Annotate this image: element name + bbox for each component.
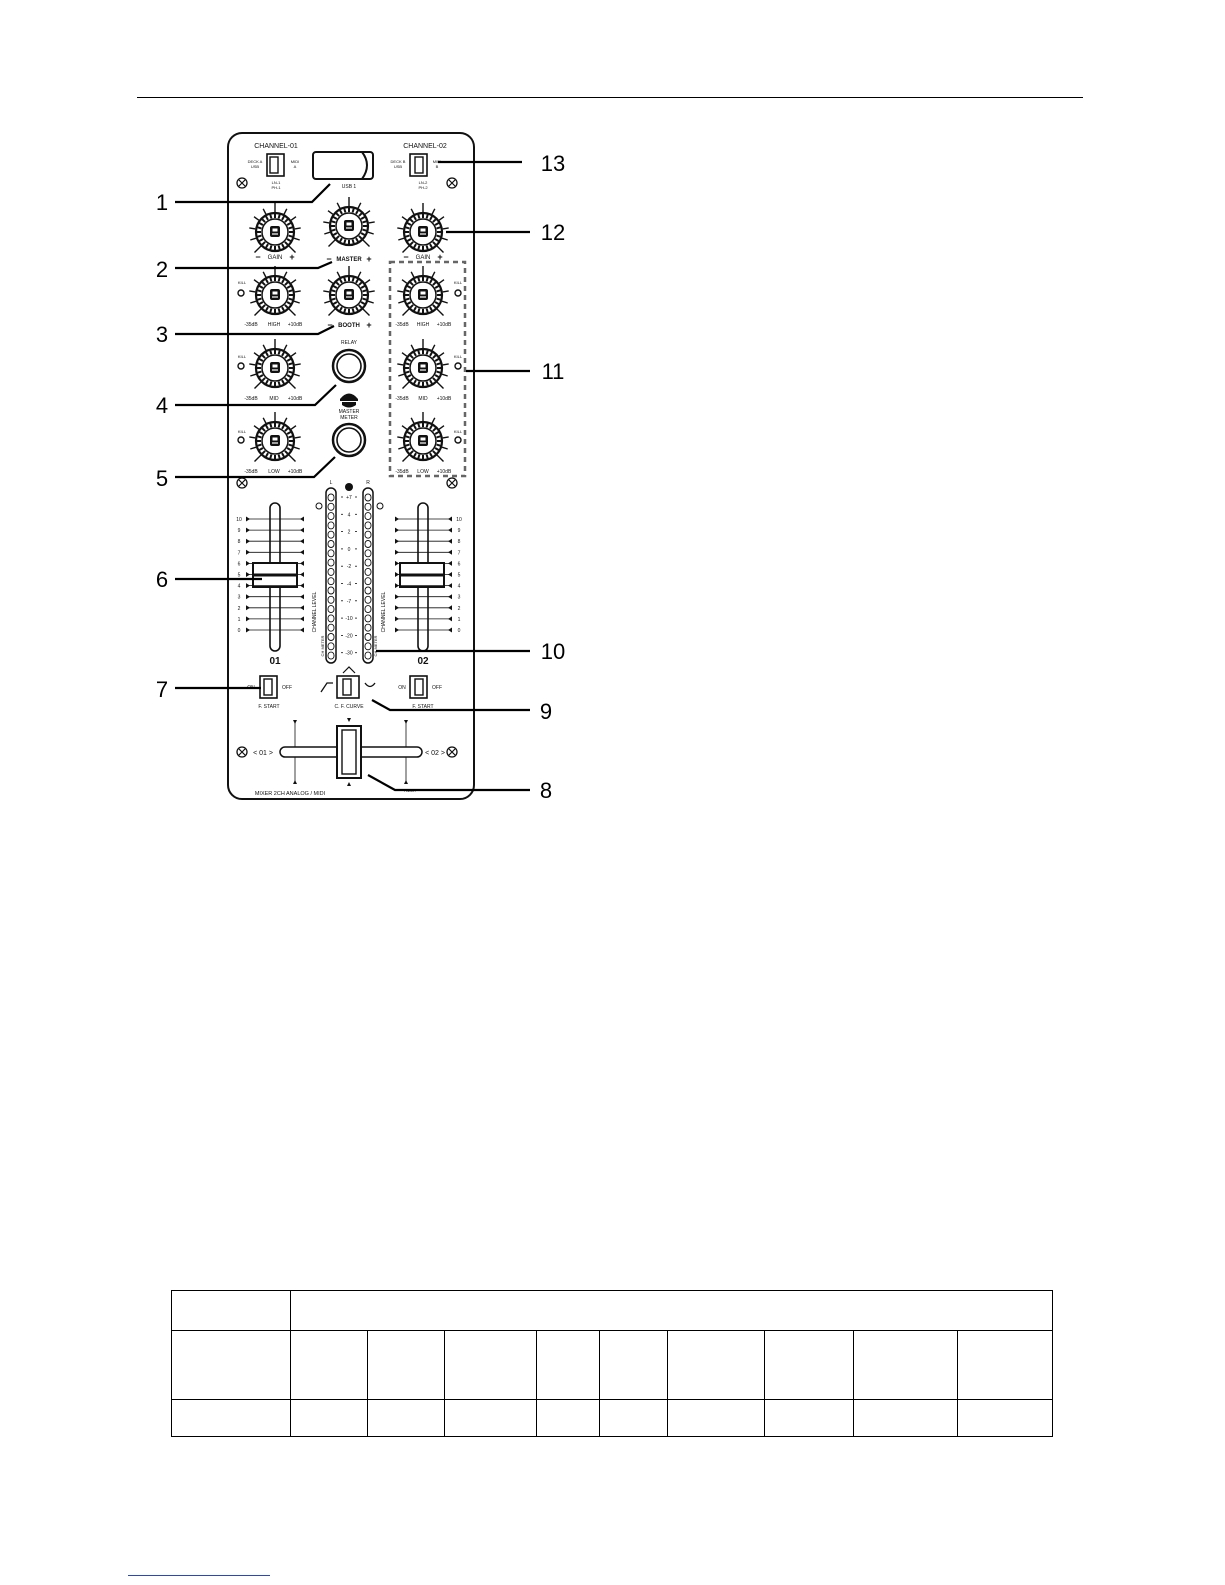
footer-link-underline	[128, 1575, 270, 1576]
high-label-ch2: HIGH	[416, 322, 430, 328]
meter-led	[328, 578, 334, 585]
deck-b-usb-label: USB	[393, 164, 403, 169]
meter-led	[328, 494, 334, 501]
table-cell	[172, 1291, 291, 1331]
f-start-label-ch1: F. START	[258, 704, 280, 710]
meter-led	[328, 559, 334, 566]
midi-a-sub-label: A	[293, 164, 297, 169]
meter-led	[365, 531, 371, 538]
ph2-label: PH-2	[418, 185, 428, 190]
table-cell	[957, 1400, 1052, 1437]
fader-scale-label: 8	[237, 539, 241, 546]
ch-meter-label-l: CH METER	[320, 635, 325, 657]
channel-level-label-ch1: CHANNEL LEVEL	[312, 591, 318, 633]
eq-minus-low-ch1: -35dB	[244, 469, 258, 475]
callout-number-1: 1	[155, 190, 169, 215]
fader-scale-label: 0	[237, 628, 241, 634]
fader-scale-label: 1	[237, 616, 241, 623]
fader-start-knob-ch1	[264, 679, 272, 695]
deck-a-label: DECK A	[247, 159, 263, 164]
meter-scale-label: -30	[345, 650, 353, 657]
table-cell	[368, 1400, 445, 1437]
gain-minus-ch1: −	[255, 252, 261, 262]
fader-scale-label: 9	[237, 528, 241, 535]
fader-scale-label: 4	[237, 583, 241, 590]
meter-led	[365, 652, 371, 659]
fader-scale-label: 6	[457, 561, 461, 568]
channel-01-number: 01	[269, 656, 281, 667]
table-cell	[291, 1331, 368, 1400]
screw-icon	[447, 747, 457, 757]
meter-led	[365, 596, 371, 603]
midi-b-label: MIDI	[432, 159, 442, 164]
mid-label-ch2: MID	[418, 396, 428, 402]
meter-led	[365, 634, 371, 641]
meter-led	[328, 541, 334, 548]
fader-scale-label: 7	[237, 550, 241, 557]
crossfader-knob-inner	[342, 730, 356, 774]
kill-button-mid-ch2[interactable]	[455, 363, 461, 369]
usb-label: USB 1	[341, 184, 357, 190]
callout-number-11: 11	[541, 359, 565, 384]
fader-scale-label: 3	[457, 594, 461, 601]
channel-02-number: 02	[417, 656, 429, 667]
gain-label-ch2: GAIN	[415, 255, 431, 261]
cf-curve-knob	[343, 679, 351, 695]
meter-indicator-icon	[345, 483, 353, 491]
callout-number-13: 13	[540, 151, 566, 176]
meter-led	[365, 643, 371, 650]
booth-plus: +	[366, 320, 372, 330]
meter-peak-icon-l	[316, 503, 322, 509]
xfader-left-label: < 01 >	[253, 750, 273, 757]
callout-number-8: 8	[539, 778, 553, 803]
relay-button-inner	[337, 354, 361, 378]
kill-button-high-ch1[interactable]	[238, 290, 244, 296]
table-cell	[854, 1331, 957, 1400]
ln1-label: LN-1	[271, 180, 281, 185]
fader-scale-label: 5	[237, 572, 241, 579]
callout-number-5: 5	[155, 466, 169, 491]
on-label-ch2: ON	[398, 685, 406, 691]
master-minus: −	[326, 254, 332, 264]
gain-minus-ch2: −	[403, 252, 409, 262]
ln2-label: LN-2	[418, 180, 428, 185]
meter-scale-label: 4	[347, 512, 351, 519]
meter-led	[328, 550, 334, 557]
meter-led	[328, 503, 334, 510]
fader-scale-label: 10	[456, 517, 462, 523]
meter-scale-label: +7	[346, 495, 352, 501]
meter-r-label: R	[366, 480, 370, 486]
kill-label-high-ch2: KILL	[453, 280, 463, 285]
meter-scale-label: -10	[345, 616, 353, 623]
table-row	[172, 1400, 1053, 1437]
fader-scale-label: 0	[457, 628, 461, 634]
kill-button-high-ch2[interactable]	[455, 290, 461, 296]
meter-led	[328, 522, 334, 529]
meter-led	[328, 596, 334, 603]
callout-number-6: 6	[155, 567, 169, 592]
callout-number-2: 2	[155, 257, 169, 282]
kill-label-mid-ch1: KILL	[237, 354, 247, 359]
meter-led	[365, 587, 371, 594]
channel-01-title: CHANNEL-01	[254, 143, 298, 150]
kill-label-high-ch1: KILL	[237, 280, 247, 285]
meter-led	[365, 624, 371, 631]
meter-scale-label: -4	[346, 581, 352, 588]
meter-led	[365, 559, 371, 566]
master-meter-label-1: MASTER	[338, 409, 360, 415]
table-cell	[600, 1400, 668, 1437]
meter-led	[365, 615, 371, 622]
meter-led	[365, 522, 371, 529]
channel-02-title: CHANNEL-02	[403, 143, 447, 150]
xfader-bottom-label: FADER	[404, 789, 416, 793]
eq-minus-low-ch2: -35dB	[395, 469, 409, 475]
meter-led	[328, 652, 334, 659]
meter-led	[365, 578, 371, 585]
input-selector-knob-ch2	[415, 157, 423, 173]
xfader-right-label: < 02 >	[425, 750, 445, 757]
meter-led	[328, 587, 334, 594]
meter-led	[328, 624, 334, 631]
meter-led	[328, 513, 334, 520]
midi-b-sub-label: B	[435, 164, 439, 169]
mixer-label: MIXER 2CH ANALOG / MIDI	[254, 791, 326, 797]
table-cell	[957, 1331, 1052, 1400]
eq-plus-mid-ch1: +10dB	[287, 396, 303, 402]
fader-scale-label: 9	[457, 528, 461, 535]
eq-plus-low-ch1: +10dB	[287, 469, 303, 475]
table-cell	[291, 1291, 1053, 1331]
low-label-ch2: LOW	[417, 469, 429, 475]
fader-scale-label: 3	[237, 594, 241, 601]
kill-button-low-ch2[interactable]	[455, 437, 461, 443]
fader-start-knob-ch2	[415, 679, 423, 695]
eq-plus-high-ch2: +10dB	[436, 322, 452, 328]
meter-l-label: L	[329, 480, 333, 486]
table-cell	[536, 1331, 600, 1400]
table-cell	[668, 1400, 765, 1437]
ph1-label: PH-1	[271, 185, 281, 190]
meter-led	[365, 513, 371, 520]
eq-minus-mid-ch1: -35dB	[244, 396, 258, 402]
screw-icon	[237, 478, 247, 488]
master-meter-button-inner	[337, 428, 361, 452]
callout-number-12: 12	[540, 220, 566, 245]
gain-plus-ch1: +	[289, 252, 295, 262]
meter-peak-icon-r	[377, 503, 383, 509]
deck-a-usb-label: USB	[250, 164, 260, 169]
meter-led	[328, 606, 334, 613]
table-cell	[536, 1400, 600, 1437]
fader-scale-label: 7	[457, 550, 461, 557]
mid-label-ch1: MID	[269, 396, 279, 402]
meter-led	[365, 606, 371, 613]
meter-led	[328, 615, 334, 622]
meter-led	[365, 503, 371, 510]
meter-scale-label: -7	[346, 598, 352, 605]
meter-scale-label: -20	[345, 633, 353, 640]
deck-b-label: DECK B	[390, 159, 406, 164]
screw-icon	[447, 478, 457, 488]
table-cell	[172, 1331, 291, 1400]
meter-led	[328, 643, 334, 650]
channel-level-label-ch2: CHANNEL LEVEL	[381, 591, 387, 633]
callout-number-4: 4	[155, 393, 169, 418]
meter-scale-label: -2	[346, 564, 352, 571]
eq-minus-high-ch1: -35dB	[244, 322, 258, 328]
gain-plus-ch2: +	[437, 252, 443, 262]
table-cell	[668, 1331, 765, 1400]
master-label: MASTER	[336, 257, 362, 263]
on-label-ch1: ON	[247, 685, 255, 691]
meter-scale-label: 0	[347, 546, 351, 553]
kill-label-mid-ch2: KILL	[453, 354, 463, 359]
eq-plus-mid-ch2: +10dB	[436, 396, 452, 402]
kill-label-low-ch2: KILL	[453, 429, 463, 434]
booth-label: BOOTH	[338, 323, 360, 329]
table-cell	[368, 1331, 445, 1400]
ch-meter-label-r: CH METER	[373, 635, 378, 657]
cf-curve-label: C. F. CURVE	[334, 704, 364, 710]
f-start-label-ch2: F. START	[412, 704, 434, 710]
relay-label: RELAY	[340, 340, 358, 346]
table-cell	[445, 1400, 536, 1437]
fader-scale-label: 5	[457, 572, 461, 579]
meter-led	[328, 634, 334, 641]
input-selector-knob-ch1	[270, 157, 278, 173]
meter-led	[328, 531, 334, 538]
table-cell	[445, 1331, 536, 1400]
kill-button-mid-ch1[interactable]	[238, 363, 244, 369]
booth-minus: −	[327, 320, 333, 330]
master-meter-label-2: METER	[340, 415, 358, 421]
fader-scale-label: 6	[237, 561, 241, 568]
table-cell	[291, 1400, 368, 1437]
low-label-ch1: LOW	[268, 469, 280, 475]
spec-table	[171, 1290, 1053, 1437]
fader-scale-label: 2	[237, 605, 241, 612]
off-label-ch1: OFF	[282, 685, 292, 691]
eq-plus-high-ch1: +10dB	[287, 322, 303, 328]
gain-label-ch1: GAIN	[267, 255, 283, 261]
callout-number-10: 10	[540, 639, 566, 664]
meter-led	[365, 550, 371, 557]
table-row	[172, 1291, 1053, 1331]
meter-led	[328, 568, 334, 575]
table-cell	[765, 1331, 854, 1400]
eq-plus-low-ch2: +10dB	[436, 469, 452, 475]
screw-icon	[237, 747, 247, 757]
fader-scale-label: 2	[457, 605, 461, 612]
table-cell	[765, 1400, 854, 1437]
off-label-ch2: OFF	[432, 685, 442, 691]
fader-scale-label: 10	[236, 517, 242, 523]
table-cell	[172, 1400, 291, 1437]
kill-button-low-ch1[interactable]	[238, 437, 244, 443]
callout-number-7: 7	[155, 677, 169, 702]
table-cell	[600, 1331, 668, 1400]
callout-number-3: 3	[155, 322, 169, 347]
eq-minus-mid-ch2: -35dB	[395, 396, 409, 402]
callout-number-9: 9	[539, 699, 553, 724]
screw-icon	[447, 178, 457, 188]
midi-a-label: MIDI	[290, 159, 300, 164]
meter-led	[365, 568, 371, 575]
fader-scale-label: 1	[457, 616, 461, 623]
fader-scale-label: 8	[457, 539, 461, 546]
screw-icon	[237, 178, 247, 188]
meter-led	[365, 541, 371, 548]
eq-minus-high-ch2: -35dB	[395, 322, 409, 328]
table-cell	[854, 1400, 957, 1437]
high-label-ch1: HIGH	[267, 322, 281, 328]
meter-scale-label: 2	[347, 529, 351, 536]
table-row	[172, 1331, 1053, 1400]
fader-scale-label: 4	[457, 583, 461, 590]
meter-led	[365, 494, 371, 501]
master-plus: +	[366, 254, 372, 264]
kill-label-low-ch1: KILL	[237, 429, 247, 434]
